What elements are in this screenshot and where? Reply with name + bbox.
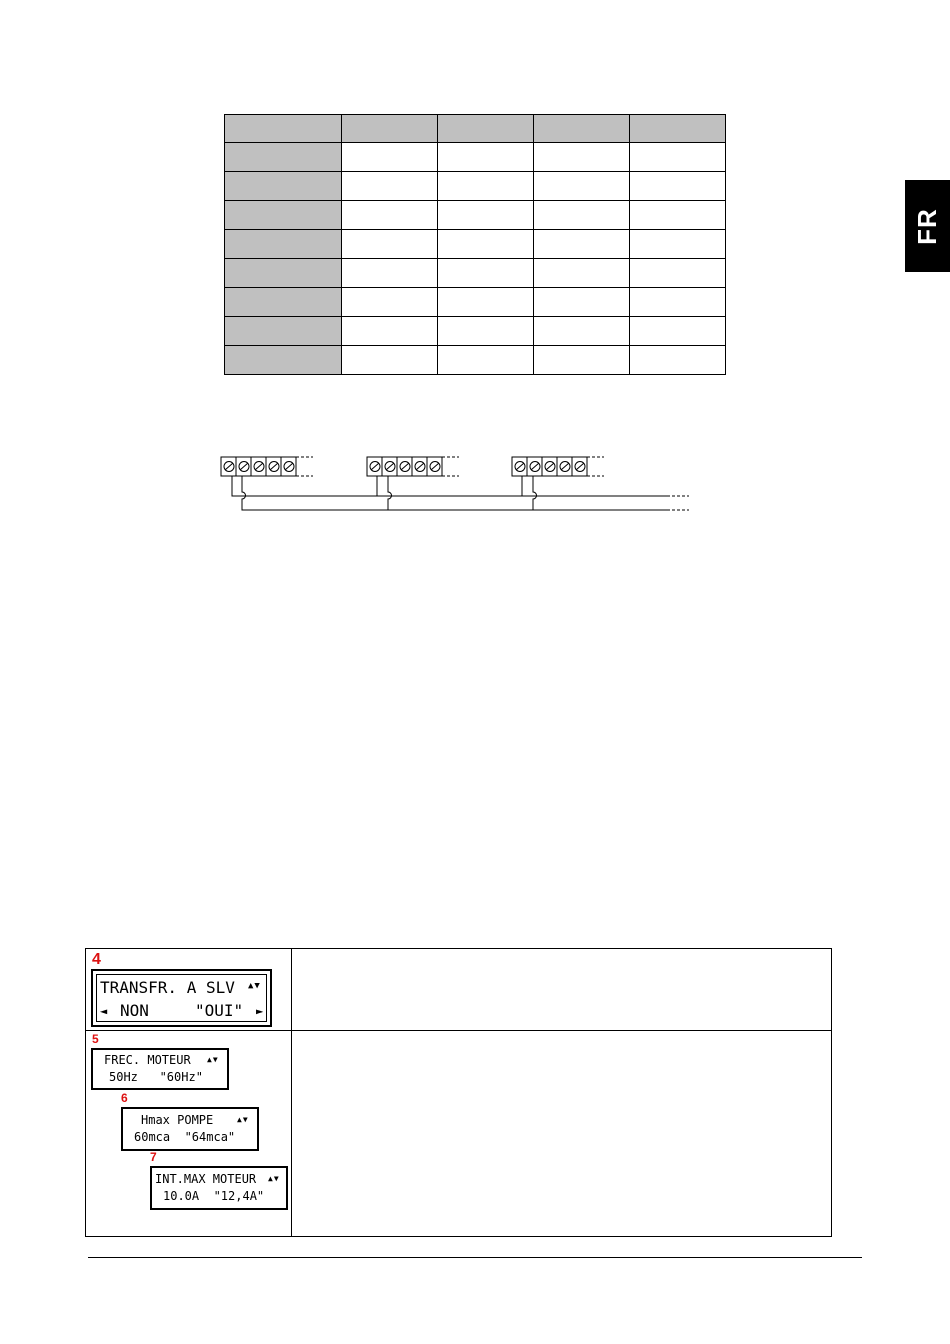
table-row: [225, 346, 726, 375]
table-row: [225, 143, 726, 172]
table-cell: [534, 317, 630, 346]
table-cell: [630, 115, 726, 143]
table-cell: [342, 259, 438, 288]
table-cell: [438, 259, 534, 288]
table-cell: [225, 201, 342, 230]
table-header-row: [225, 115, 726, 143]
language-tab-label: FR: [911, 207, 942, 245]
lcd-screen-step7: [150, 1166, 288, 1210]
table-cell: [342, 201, 438, 230]
up-down-arrows-icon: ▲▼: [268, 1174, 280, 1183]
table-cell: [225, 172, 342, 201]
step4-description-cell: [292, 949, 832, 1031]
table-cell: [438, 317, 534, 346]
table-cell: [225, 259, 342, 288]
step-number: 5: [92, 1032, 99, 1046]
table-row: [86, 949, 832, 1031]
wiring-diagram: [215, 452, 695, 522]
lcd-screen-step5: [91, 1048, 229, 1090]
up-down-arrows-icon: ▲▼: [207, 1055, 219, 1064]
footer-rule: [88, 1257, 862, 1258]
table-cell: [630, 230, 726, 259]
reference-table: [224, 114, 726, 375]
left-arrow-icon: ◄: [100, 1004, 108, 1018]
terminal-block-2: [367, 457, 459, 476]
table-cell: [225, 230, 342, 259]
lcd-line-1: FREC. MOTEUR: [104, 1053, 191, 1067]
table-cell: [342, 115, 438, 143]
table-cell: [225, 288, 342, 317]
table-cell: [342, 230, 438, 259]
table-cell: [534, 172, 630, 201]
table-cell: [342, 288, 438, 317]
table-cell: [225, 317, 342, 346]
table-cell: [630, 288, 726, 317]
table-cell: [438, 346, 534, 375]
terminal-block-1: [221, 457, 313, 476]
table-cell: [225, 115, 342, 143]
lcd-line-1: TRANSFR. A SLV: [100, 978, 235, 997]
table-cell: [342, 143, 438, 172]
table-cell: [342, 317, 438, 346]
table-cell: [534, 143, 630, 172]
right-arrow-icon: ►: [256, 1004, 264, 1018]
step-number: 4: [92, 951, 101, 968]
setup-steps-table: [85, 948, 832, 1237]
steps-5-7-description-cell: [292, 1031, 832, 1237]
table-row: [86, 1031, 832, 1237]
table-cell: [534, 259, 630, 288]
table-cell: [630, 259, 726, 288]
table-row: [225, 172, 726, 201]
table-row: [225, 201, 726, 230]
table-cell: [534, 230, 630, 259]
table-cell: [630, 346, 726, 375]
bus-wires: [232, 476, 689, 510]
lcd-line-2: 50Hz "60Hz": [109, 1070, 203, 1084]
lcd-line-1: Hmax POMPE: [141, 1113, 214, 1127]
step4-cell: [86, 949, 292, 1031]
table-cell: [438, 230, 534, 259]
lcd-screen-step6: [121, 1107, 259, 1151]
table-cell: [630, 201, 726, 230]
table-cell: [342, 346, 438, 375]
lcd-line-2: 10.0A "12,4A": [163, 1189, 265, 1203]
table-cell: [534, 201, 630, 230]
lcd-option-value: "OUI": [195, 1001, 244, 1020]
table-cell: [225, 346, 342, 375]
table-cell: [225, 143, 342, 172]
step-number: 7: [150, 1150, 157, 1164]
step-number: 6: [121, 1091, 128, 1105]
lcd-line-2: 60mca "64mca": [134, 1130, 236, 1144]
table-cell: [438, 201, 534, 230]
table-cell: [438, 115, 534, 143]
table-cell: [438, 172, 534, 201]
table-cell: [630, 143, 726, 172]
lcd-option-label: NON: [120, 1001, 149, 1020]
lcd-line-1: INT.MAX MOTEUR: [155, 1172, 257, 1186]
up-down-arrows-icon: ▲▼: [248, 981, 261, 991]
table-cell: [630, 172, 726, 201]
table-row: [225, 288, 726, 317]
table-cell: [438, 143, 534, 172]
steps-5-7-cell: [86, 1031, 292, 1237]
terminal-block-3: [512, 457, 604, 476]
table-row: [225, 230, 726, 259]
up-down-arrows-icon: ▲▼: [237, 1115, 249, 1124]
language-tab: [905, 180, 950, 272]
table-cell: [534, 288, 630, 317]
table-cell: [534, 115, 630, 143]
table-row: [225, 317, 726, 346]
table-cell: [534, 346, 630, 375]
lcd-screen-step4: [91, 969, 272, 1027]
table-cell: [630, 317, 726, 346]
table-row: [225, 259, 726, 288]
table-cell: [438, 288, 534, 317]
table-cell: [342, 172, 438, 201]
